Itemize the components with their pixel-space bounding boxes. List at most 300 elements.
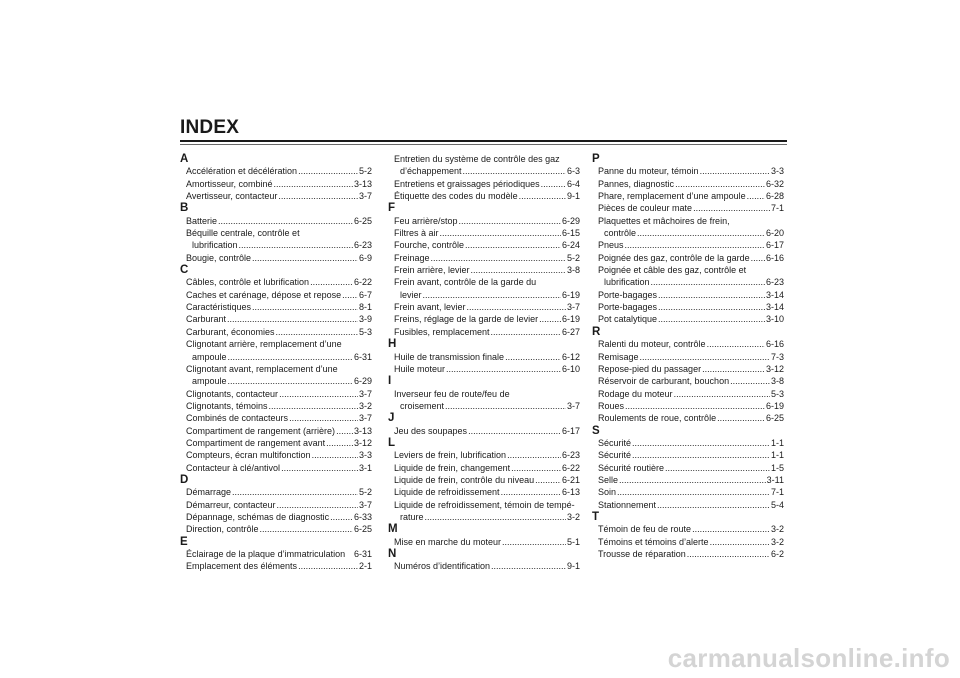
index-entry [592,486,784,498]
leader-dots [700,165,770,177]
index-section [388,338,580,375]
leader-dots [511,462,561,474]
index-entry-label: Pannes, diagnostic [598,178,675,189]
index-entry-label: Ralenti du moteur, contrôle [598,339,706,350]
index-entry-label: ampoule [192,351,227,362]
index-entry-label: levier [400,289,422,300]
index-entry-page: 7-1 [770,487,784,498]
index-entry-heading: Poignée et câble des gaz, contrôle et [598,265,747,276]
index-entry [180,313,372,325]
leader-dots [717,412,765,424]
leader-dots [260,523,353,535]
index-entry [592,474,784,486]
index-entry [592,437,784,449]
index-entry [180,412,372,424]
leader-dots [541,178,566,190]
section-letter: L [388,436,396,449]
index-entry [180,548,372,560]
index-entry-page: 3-2 [770,536,784,547]
title-rule-thick [180,140,787,142]
index-entry-page: 8-1 [358,302,372,313]
index-entry-heading: Inverseur feu de route/feu de [394,388,510,399]
index-entry-label: Feu arrière/stop [394,215,458,226]
index-entry-label: d’échappement [400,166,462,177]
section-letter: P [592,153,600,165]
leader-dots [693,202,770,214]
index-entry [592,313,784,325]
leader-dots [617,486,770,498]
index-entry-label: Phare, remplacement d’une ampoule [598,191,746,202]
leader-dots [692,523,770,535]
index-entry-label: Éclairage de la plaque d’immatriculation [186,549,346,559]
leader-dots [658,313,765,325]
index-entry-label: Freins, réglage de la garde de levier [394,314,539,325]
section-letter: T [592,510,600,523]
index-entry-label: lubrification [192,240,238,251]
leader-dots [277,499,358,511]
index-section [388,548,580,573]
index-entry [388,363,580,375]
section-letter: R [592,325,601,338]
index-entry-label: Jeu des soupapes [394,425,468,436]
leader-dots [535,474,561,486]
index-entry-label: Témoin de feu de route [598,524,692,535]
index-entry-page: 3-9 [358,314,372,325]
index-entry-page: 3-7 [566,400,580,411]
index-entry-page: 6-20 [765,228,784,239]
index-entry-label: Caractéristiques [186,302,252,313]
index-entry-page: 6-3 [566,166,580,177]
index-section [592,326,784,425]
leader-dots [632,437,770,449]
index-entry-page: 3-7 [358,191,372,202]
leader-dots [501,486,561,498]
section-letter: N [388,548,397,560]
index-entry [592,227,784,239]
index-entry-page: 3-14 [765,302,784,313]
index-entry [180,326,372,338]
index-entry [180,276,372,288]
index-entry-page: 3-10 [765,314,784,325]
index-entry [592,412,784,424]
leader-dots [423,289,561,301]
leader-dots [281,462,358,474]
index-entry [180,178,372,190]
index-entry-label: Sécurité routière [598,462,665,473]
index-entry [180,449,372,461]
leader-dots [239,239,353,251]
leader-dots [637,227,765,239]
index-entry-page: 6-7 [358,289,372,300]
leader-dots [539,313,561,325]
index-entry-label: Trousse de réparation [598,549,686,559]
index-entry [592,338,784,350]
leader-dots [342,289,358,301]
index-entry [180,499,372,511]
index-entry [592,239,784,251]
section-letter: I [388,375,392,388]
index-entry-label: Sécurité [598,437,632,448]
leader-dots [326,437,353,449]
index-entry-page: 5-3 [358,326,372,337]
index-entry-label: Liquide de frein, contrôle du niveau [394,474,535,485]
index-entry-page: 6-22 [561,462,580,473]
leader-dots [279,388,358,400]
index-entry-page: 6-23 [765,277,784,288]
index-section [180,202,372,264]
leader-dots [619,474,766,486]
index-entry-label: Mise en marche du moteur [394,536,502,547]
index-entry-heading: Clignotant arrière, remplacement d’une [186,339,342,350]
index-entry [388,178,580,190]
index-section [388,412,580,437]
index-entry-page: 6-23 [561,450,580,461]
index-entry [592,462,784,474]
leader-dots [687,548,770,560]
index-entry-label: Clignotants, contacteur [186,388,279,399]
index-entry-page: 1-1 [770,450,784,461]
index-entry [388,474,580,486]
index-entry-page: 3-2 [566,511,580,522]
leader-dots [465,239,561,251]
leader-dots [298,560,358,572]
index-section [592,153,784,326]
leader-dots [276,326,358,338]
leader-dots [658,301,765,313]
index-entry-label: Dépannage, schémas de diagnostic [186,511,330,522]
leader-dots [252,301,358,313]
index-entry [180,375,372,387]
index-entry [180,252,372,264]
index-entry-page: 3-13 [353,178,372,189]
index-entry-page: 1-1 [770,437,784,448]
index-entry-label: Compteurs, écran multifonction [186,450,311,461]
leader-dots [330,511,353,523]
index-entry-label: Amortisseur, combiné [186,178,273,189]
leader-dots [674,388,770,400]
index-entry-label: Poignée des gaz, contrôle de la garde [598,252,750,263]
leader-dots [651,276,765,288]
index-entry-label: rature [400,511,424,522]
index-entry-label: Pièces de couleur mate [598,203,693,214]
index-entry-page: 3-13 [353,425,372,436]
leader-dots [445,400,566,412]
index-entry-page: 6-25 [353,215,372,226]
leader-dots [218,215,353,227]
index-entry-label: Filtres à air [394,228,439,239]
index-entry-label: Sécurité [598,450,632,461]
index-section [180,474,372,536]
index-entry-page: 3-2 [358,400,372,411]
leader-dots [425,511,566,523]
index-entry-page: 3-2 [770,524,784,535]
index-entry [592,449,784,461]
leader-dots [440,227,561,239]
index-entry-label: Direction, contrôle [186,524,259,535]
index-entry-page: 6-28 [765,191,784,202]
section-letter: B [180,202,189,215]
index-entry [180,486,372,498]
index-column-1 [180,153,372,573]
index-entry-page: 6-12 [561,351,580,362]
index-entry [180,289,372,301]
index-entry-heading: Béquille centrale, contrôle et [186,228,300,239]
index-entry-page: 9-1 [566,561,580,572]
index-entry-page: 3-7 [566,302,580,313]
leader-dots [298,165,358,177]
index-entry-page: 6-22 [353,277,372,288]
leader-dots [632,449,770,461]
leader-dots [625,239,765,251]
leader-dots [463,165,566,177]
index-entry [388,264,580,276]
index-entry [388,301,580,313]
index-entry-label: Fusibles, remplacement [394,326,490,337]
index-entry-page: 3-7 [358,413,372,424]
index-entry [180,301,372,313]
index-entry-page: 6-29 [561,215,580,226]
index-entry-heading: Clignotant avant, remplacement d’une [186,363,338,374]
index-entry-page: 3-3 [770,166,784,177]
index-entry-label: Panne du moteur, témoin [598,166,699,177]
leader-dots [491,326,561,338]
index-entry [180,190,372,202]
leader-dots [467,301,566,313]
index-entry [592,363,784,375]
index-entry [592,301,784,313]
index-entry-page: 6-32 [765,178,784,189]
index-entry-label: lubrification [604,277,650,288]
index-entry-page: 5-2 [358,166,372,177]
index-entry [388,536,580,548]
index-entry [592,499,784,511]
title-rule-thin [180,144,787,145]
index-section [592,425,784,511]
index-entry [592,252,784,264]
index-entry [388,326,580,338]
index-entry-page: 3-12 [765,363,784,374]
index-entry-label: contrôle [604,228,637,239]
index-entry-label: Avertisseur, contacteur [186,191,278,202]
index-entry-page: 3-7 [358,499,372,510]
index-entry-page: 6-21 [561,474,580,485]
index-entry-label: Étiquette des codes du modèle [394,191,518,202]
index-entry [592,178,784,190]
index-entry-label: croisement [400,400,445,411]
index-entry-label: Frein avant, levier [394,302,466,313]
index-section [180,536,372,573]
index-entry-label: Pot catalytique [598,314,658,325]
index-entry-label: Liquide de refroidissement [394,487,500,498]
index-entry-label: Bougie, contrôle [186,252,252,263]
leader-dots [431,252,566,264]
index-entry-label: Roues [598,400,625,411]
index-entry [592,388,784,400]
section-letter: C [180,264,189,277]
index-entry-label: Roulements de roue, contrôle [598,413,717,424]
leader-dots [491,560,566,572]
index-entry-label: Leviers de frein, lubrification [394,450,507,461]
index-entry-page: 6-33 [353,511,372,522]
index-entry-label: Huile moteur [394,363,446,374]
index-entry-label: Pneus [598,240,624,251]
section-letter: S [592,424,600,437]
index-entry-page: 3-3 [358,450,372,461]
index-entry-label: Combinés de contacteurs [186,413,289,424]
index-entry [180,351,372,363]
index-entry [388,165,580,177]
section-letter: F [388,202,396,215]
index-entry-page: 3-8 [770,376,784,387]
leader-dots [274,178,353,190]
index-entry-label: Entretiens et graissages périodiques [394,178,540,189]
section-letter: M [388,523,398,536]
index-entry-label: Rodage du moteur [598,388,673,399]
index-entry [388,239,580,251]
leader-dots [502,536,566,548]
index-entry [180,388,372,400]
index-entry-label: Frein arrière, levier [394,265,470,276]
index-section [592,511,784,560]
index-entry-label: Accélération et décélération [186,166,298,177]
index-entry-label: Remisage [598,351,639,362]
section-letter: D [180,473,189,486]
index-entry-page: 6-24 [561,240,580,251]
index-entry [180,215,372,227]
index-entry-heading: Plaquettes et mâchoires de frein, [598,215,730,226]
index-section [180,264,372,474]
index-section [180,153,372,202]
index-entry-label: Démarrage [186,487,232,498]
index-entry [388,425,580,437]
index-entry-page: 6-16 [765,339,784,350]
leader-dots [702,363,765,375]
leader-dots [710,536,770,548]
index-entry-page: 6-31 [353,549,372,559]
leader-dots [730,375,770,387]
index-entry-label: Réservoir de carburant, bouchon [598,376,730,387]
index-entry-page: 9-1 [566,191,580,202]
index-entry-page: 2-1 [358,561,372,572]
index-entry-page: 5-3 [770,388,784,399]
index-entry-label: Contacteur à clé/antivol [186,462,281,473]
index-entry-heading: Liquide de refroidissement, témoin de tempé- [394,499,575,510]
leader-dots [468,425,561,437]
leader-dots [657,499,770,511]
index-entry [180,239,372,251]
index-entry-page: 6-13 [561,487,580,498]
index-entry-label: Batterie [186,215,218,226]
index-entry-page: 3-14 [765,289,784,300]
index-entry-label: Câbles, contrôle et lubrification [186,277,310,288]
index-entry-heading: Frein avant, contrôle de la garde du [394,277,537,288]
index-entry-label: Porte-bagages [598,302,658,313]
leader-dots [228,351,353,363]
index-entry-page: 6-17 [561,425,580,436]
index-entry-label: Repose-pied du passager [598,363,702,374]
index-entry [592,400,784,412]
leader-dots [269,400,358,412]
leader-dots [312,449,358,461]
index-entry [388,462,580,474]
leader-dots [507,449,561,461]
index-entry [180,560,372,572]
index-entry-page: 6-10 [561,363,580,374]
index-entry-page: 6-19 [561,289,580,300]
index-entry-page: 6-9 [358,252,372,263]
leader-dots [278,190,358,202]
leader-dots [228,375,353,387]
index-section [388,375,580,412]
index-entry [592,351,784,363]
index-entry [180,462,372,474]
index-entry [592,276,784,288]
index-entry [388,351,580,363]
index-entry-page: 6-19 [765,400,784,411]
index-entry-page: 7-3 [770,351,784,362]
index-entry-label: Stationnement [598,499,657,510]
index-entry [388,227,580,239]
index-entry [180,437,372,449]
index-entry-page: 6-17 [765,240,784,251]
index-entry-label: ampoule [192,376,227,387]
leader-dots [252,252,358,264]
leader-dots [707,338,765,350]
index-entry [180,425,372,437]
index-section [388,437,580,523]
index-entry-page: 3-11 [766,474,784,485]
index-entry [388,190,580,202]
index-entry-heading: Entretien du système de contrôle des gaz [394,154,560,164]
leader-dots [751,252,765,264]
index-entry-page: 1-5 [770,462,784,473]
leader-dots [658,289,765,301]
index-entry-label: Carburant, économies [186,326,275,337]
index-section [388,153,580,202]
index-entry-page: 5-1 [566,536,580,547]
index-entry-page: 6-25 [765,413,784,424]
index-entry-page: 7-1 [770,203,784,214]
index-entry [388,252,580,264]
index-entry-page: 5-2 [566,252,580,263]
index-entry-label: Emplacement des éléments [186,561,298,572]
index-entry-page: 6-23 [353,240,372,251]
index-entry-label: Liquide de frein, changement [394,462,511,473]
leader-dots [625,400,765,412]
index-entry-label: Soin [598,487,617,498]
index-entry-page: 6-15 [561,228,580,239]
page-title: INDEX [180,117,240,138]
index-entry-label: Démarreur, contacteur [186,499,276,510]
index-entry-label: Clignotants, témoins [186,400,268,411]
index-column-2 [388,153,580,573]
section-letter: E [180,535,188,548]
leader-dots [227,313,358,325]
index-entry-label: Huile de transmission finale [394,351,505,362]
index-section [388,523,580,548]
index-entry [388,215,580,227]
index-entry-page: 3-7 [358,388,372,399]
index-column-3 [592,153,784,560]
section-letter: J [388,412,395,425]
leader-dots [519,190,566,202]
index-entry [180,523,372,535]
index-entry [592,289,784,301]
index-entry-page: 3-8 [566,265,580,276]
leader-dots [640,351,770,363]
leader-dots [310,276,353,288]
section-letter: H [388,338,397,351]
